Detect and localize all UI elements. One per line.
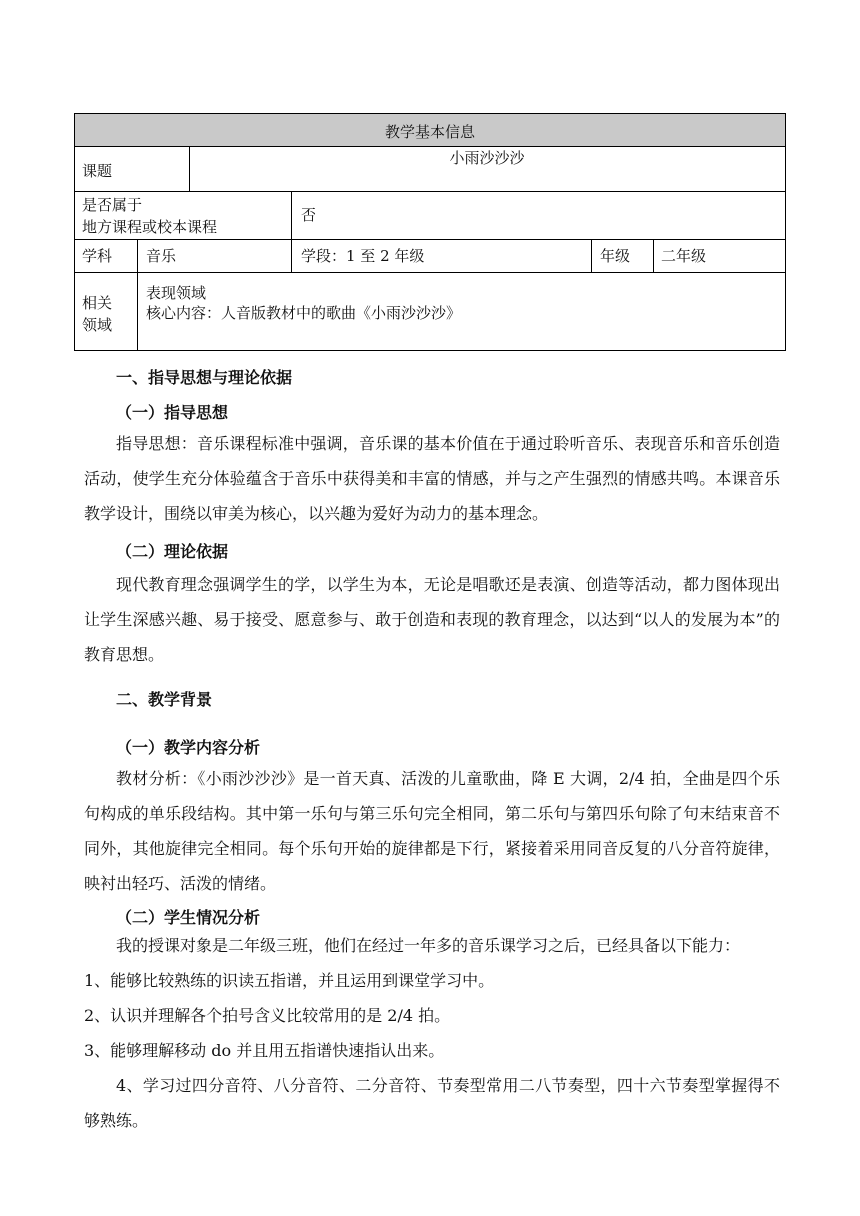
grade-label: 年级 <box>600 247 631 265</box>
basic-info-table <box>74 113 786 351</box>
field-line-2: 核心内容：人音版教材中的歌曲《小雨沙沙沙》 <box>146 304 462 322</box>
section2-heading: 二、教学背景 <box>116 690 213 709</box>
stage-value: 学段：1 至 2 年级 <box>301 247 425 265</box>
section2-item1: 1、能够比较熟练的识读五指谱，并且运用到课堂学习中。 <box>84 971 495 990</box>
section1-heading: 一、指导思想与理论依据 <box>116 368 293 387</box>
field-line-1: 表现领域 <box>146 284 207 302</box>
subject-label: 学科 <box>82 247 113 265</box>
table-header-title: 教学基本信息 <box>384 123 475 141</box>
section2-sub1-heading: （一）教学内容分析 <box>116 738 261 757</box>
section2-para1: 教材分析：《小雨沙沙沙》是一首天真、活泼的儿童歌曲，降 E 大调，2/4 拍，全曲是四个乐句构成的单乐段结构。其中第一乐句与第三乐句完全相同，第二乐句与第四乐句除了句末结束音不同外，其他旋律完全相同。每个乐句开始的旋律都是下行，紧接着采用同音反复的八分音符旋律，映衬出轻巧、活泼的情绪。 <box>84 769 780 893</box>
field-label-line2: 领域 <box>82 316 113 334</box>
section2-item4: 4、学习过四分音符、八分音符、二分音符、节奏型常用二八节奏型，四十六节奏型掌握得不够熟练。 <box>84 1076 780 1130</box>
section1-para1: 指导思想：音乐课程标准中强调，音乐课的基本价值在于通过聆听音乐、表现音乐和音乐创造活动，使学生充分体验蕴含于音乐中获得美和丰富的情感，并与之产生强烈的情感共鸣。本课音乐教学设计，围绕以审美为核心，以兴趣为爱好为动力的基本理念。 <box>84 434 780 523</box>
section2-sub2-heading: （二）学生情况分析 <box>116 908 261 927</box>
section2-item2: 2、认识并理解各个拍号含义比较常用的是 2/4 拍。 <box>84 1006 451 1025</box>
topic-label: 课题 <box>82 162 113 180</box>
field-label-line1: 相关 <box>82 294 113 312</box>
topic-value: 小雨沙沙沙 <box>449 149 525 167</box>
local-curriculum-label-line2: 地方课程或校本课程 <box>82 218 218 236</box>
section1-sub2-heading: （二）理论依据 <box>116 542 229 561</box>
local-curriculum-label-line1: 是否属于 <box>82 196 143 214</box>
section2-intro: 我的授课对象是二年级三班，他们在经过一年多的音乐课学习之后，已经具备以下能力： <box>116 936 741 955</box>
local-curriculum-value: 否 <box>301 206 317 224</box>
subject-value: 音乐 <box>146 247 177 265</box>
section2-item3: 3、能够理解移动 do 并且用五指谱快速指认出来。 <box>84 1041 445 1060</box>
section1-para2: 现代教育理念强调学生的学，以学生为本，无论是唱歌还是表演、创造等活动，都力图体现出让学生深感兴趣、易于接受、愿意参与、敢于创造和表现的教育理念，以达到“以人的发展为本”的教育思想。 <box>84 575 780 664</box>
section1-sub1-heading: （一）指导思想 <box>116 403 229 422</box>
grade-value: 二年级 <box>661 247 707 265</box>
